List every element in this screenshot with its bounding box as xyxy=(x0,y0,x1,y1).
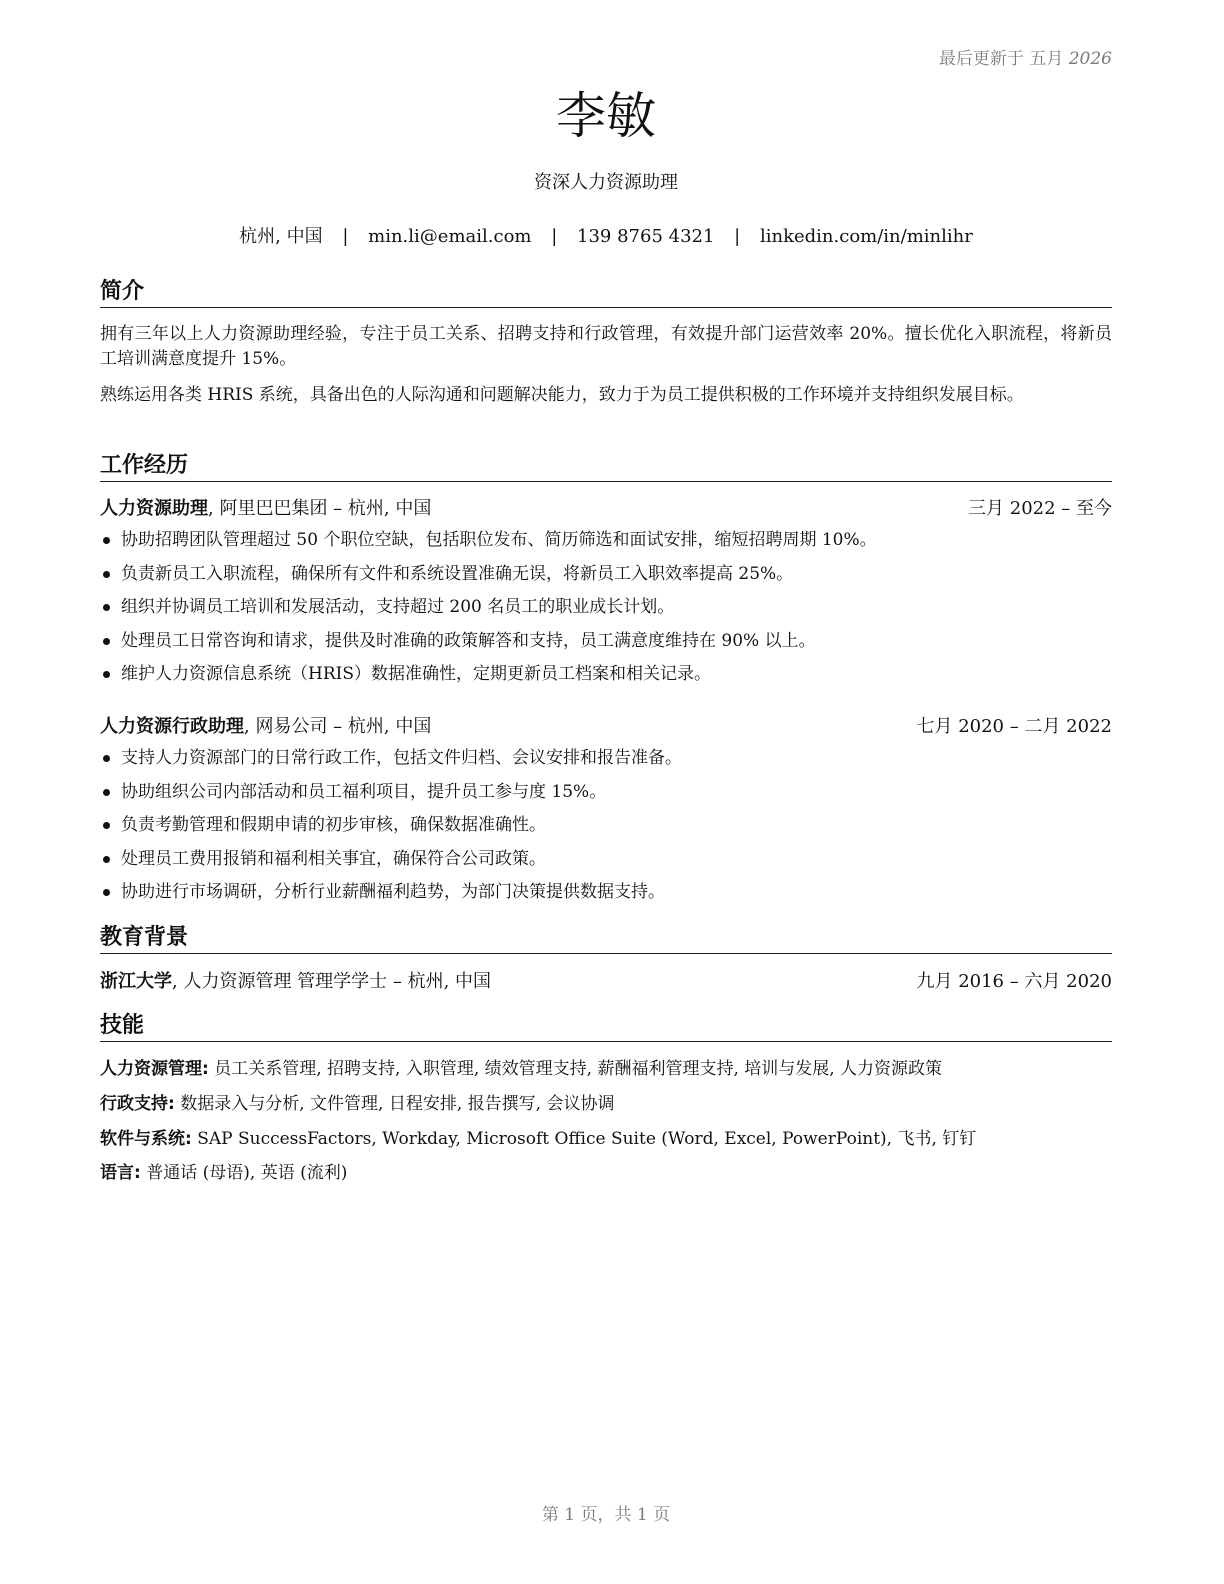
contact-separator: | xyxy=(734,226,741,247)
job-role: 人力资源助理 xyxy=(100,498,208,519)
skill-row xyxy=(100,1126,1112,1152)
last-updated-prefix: 最后更新于 五月 xyxy=(938,49,1064,69)
summary-paragraph: 熟练运用各类 HRIS 系统，具备出色的人际沟通和问题解决能力，致力于为员工提供积极的工作环境并支持组织发展目标。 xyxy=(100,385,1024,405)
summary-paragraph: 拥有三年以上人力资源助理经验，专注于员工关系、招聘支持和行政管理，有效提升部门运营效率 20%。擅长优化入职流程，将新员工培训满意度提升 15%。 xyxy=(100,324,1112,369)
education-school: 浙江大学 xyxy=(100,971,172,992)
contact-linkedin-link[interactable]: linkedin.com/in/minlihr xyxy=(759,226,973,247)
section-heading-summary: 简介 xyxy=(100,278,1112,308)
contact-email-link[interactable]: min.li@email.com xyxy=(368,226,532,247)
candidate-name: 李敏 xyxy=(556,87,656,145)
job-bullet-list xyxy=(100,527,1112,695)
skill-row xyxy=(100,1160,1112,1186)
page-number: 第 1 页，共 1 页 xyxy=(541,1505,671,1525)
skill-label: 行政支持: xyxy=(100,1094,175,1114)
contact-separator: | xyxy=(551,226,558,247)
section-heading-education: 教育背景 xyxy=(100,924,1112,954)
job-org: , 阿里巴巴集团 – 杭州, 中国 xyxy=(208,498,432,519)
job-bullet: 协助招聘团队管理超过 50 个职位空缺，包括职位发布、简历筛选和面试安排，缩短招聘周期 10%。 xyxy=(100,527,1112,561)
job-header xyxy=(100,714,1112,740)
job-bullet: 负责考勤管理和假期申请的初步审核，确保数据准确性。 xyxy=(100,812,1112,846)
job-bullet-list xyxy=(100,745,1112,913)
job-org: , 网易公司 – 杭州, 中国 xyxy=(244,716,432,737)
job-date: 七月 2020 – 二月 2022 xyxy=(916,716,1112,737)
last-updated-year: 2026 xyxy=(1068,49,1112,69)
job-bullet: 组织并协调员工培训和发展活动，支持超过 200 名员工的职业成长计划。 xyxy=(100,594,1112,628)
skill-label: 语言: xyxy=(100,1163,141,1183)
job-bullet: 协助组织公司内部活动和员工福利项目，提升员工参与度 15%。 xyxy=(100,779,1112,813)
last-updated xyxy=(939,44,1112,69)
contact-location: 杭州, 中国 xyxy=(239,226,323,247)
candidate-title: 资深人力资源助理 xyxy=(534,172,678,193)
job-bullet: 处理员工日常咨询和请求，提供及时准确的政策解答和支持，员工满意度维持在 90% 以上。 xyxy=(100,628,1112,662)
contact-phone[interactable]: 139 8765 4321 xyxy=(577,226,715,247)
job-bullet: 处理员工费用报销和福利相关事宜，确保符合公司政策。 xyxy=(100,846,1112,880)
contact-separator: | xyxy=(342,226,349,247)
job-bullet: 负责新员工入职流程，确保所有文件和系统设置准确无误，将新员工入职效率提高 25%。 xyxy=(100,561,1112,595)
education-date: 九月 2016 – 六月 2020 xyxy=(916,971,1112,992)
skill-label: 软件与系统: xyxy=(100,1129,192,1149)
skill-label: 人力资源管理: xyxy=(100,1059,209,1079)
skill-value: 员工关系管理, 招聘支持, 入职管理, 绩效管理支持, 薪酬福利管理支持, 培训与发展, 人力资源政策 xyxy=(208,1059,943,1079)
education-entry xyxy=(100,969,1112,995)
skill-value: 数据录入与分析, 文件管理, 日程安排, 报告撰写, 会议协调 xyxy=(174,1094,615,1114)
skill-row xyxy=(100,1091,1112,1117)
job-bullet: 支持人力资源部门的日常行政工作，包括文件归档、会议安排和报告准备。 xyxy=(100,745,1112,779)
job-bullet: 协助进行市场调研，分析行业薪酬福利趋势，为部门决策提供数据支持。 xyxy=(100,879,1112,913)
section-heading-skills: 技能 xyxy=(100,1012,1112,1042)
skill-value: SAP SuccessFactors, Workday, Microsoft Office Suite (Word, Excel, PowerPoint), 飞书, 钉钉 xyxy=(191,1129,977,1149)
job-role: 人力资源行政助理 xyxy=(100,716,244,737)
job-date: 三月 2022 – 至今 xyxy=(968,498,1112,519)
skill-row xyxy=(100,1056,1112,1082)
education-detail: , 人力资源管理 管理学学士 – 杭州, 中国 xyxy=(172,971,492,992)
job-bullet: 维护人力资源信息系统（HRIS）数据准确性，定期更新员工档案和相关记录。 xyxy=(100,661,1112,695)
resume-page xyxy=(100,0,1112,1584)
job-header xyxy=(100,496,1112,522)
section-heading-experience: 工作经历 xyxy=(100,452,1112,482)
skill-value: 普通话 (母语), 英语 (流利) xyxy=(140,1163,348,1183)
contact-line xyxy=(100,224,1112,250)
